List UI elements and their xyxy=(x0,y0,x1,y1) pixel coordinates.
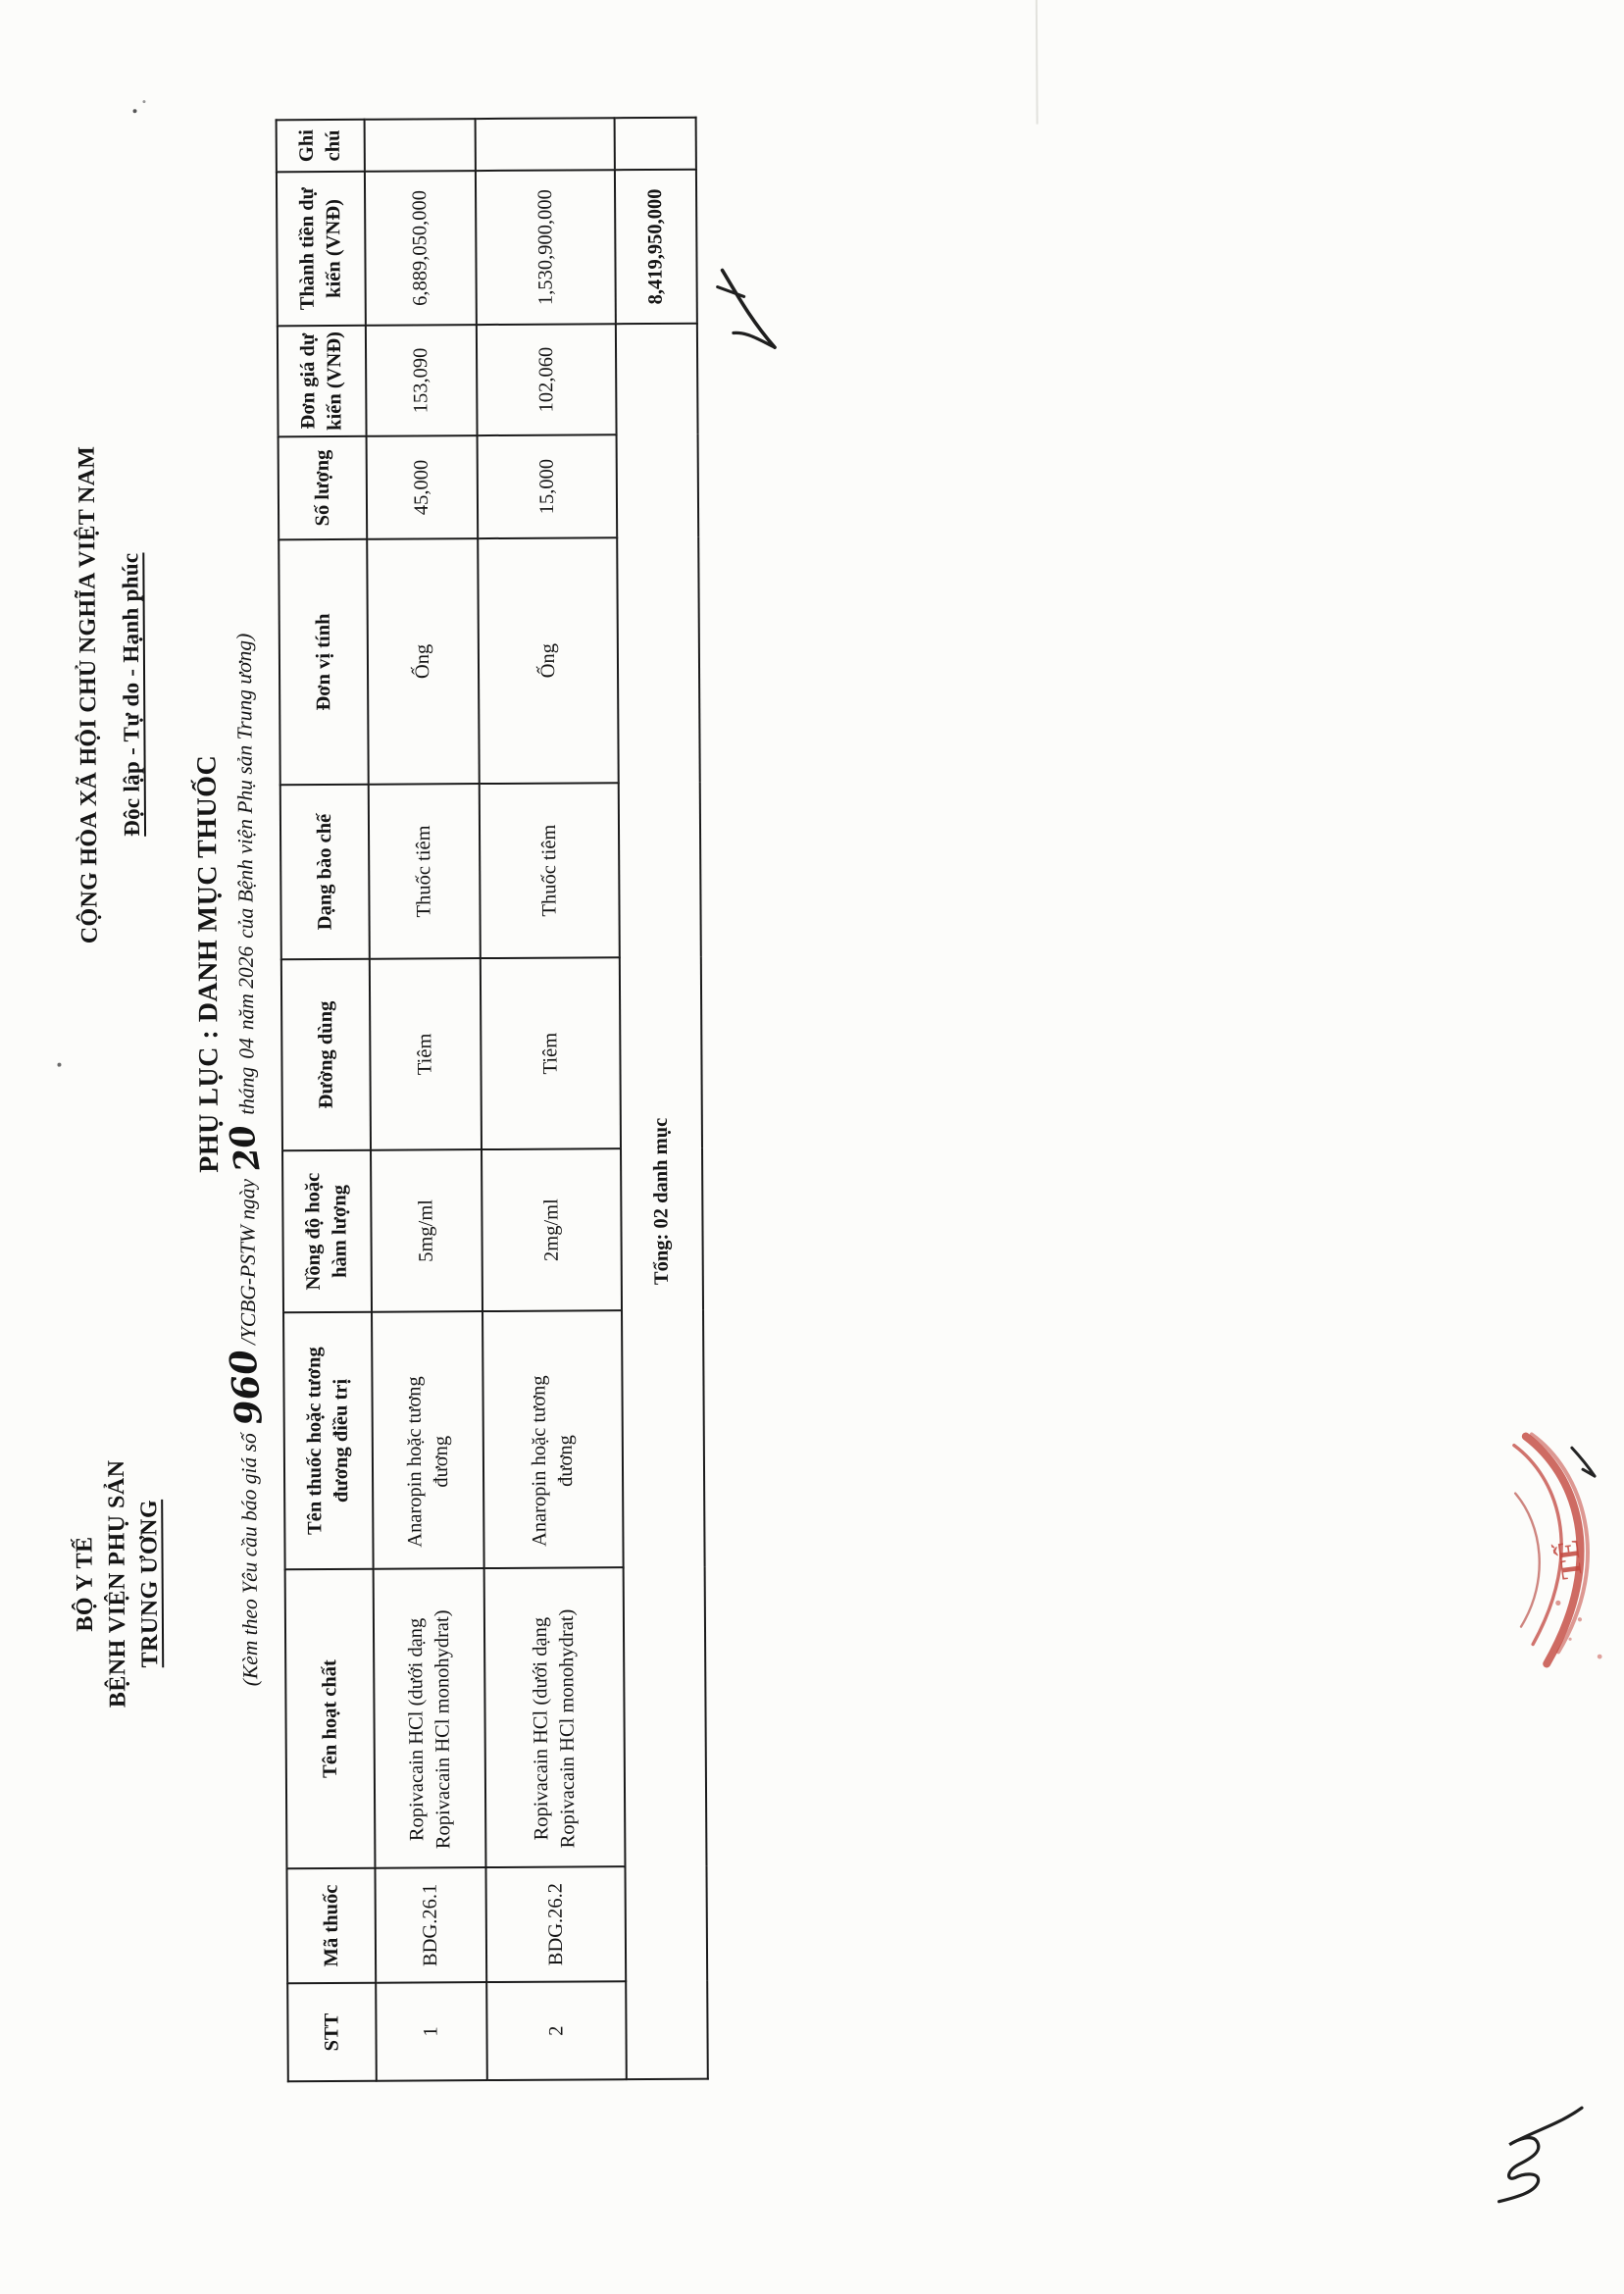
cell-so-luong: 15,000 xyxy=(478,434,618,538)
col-header-nong-do: Nồng độ hoặc hàm lượng xyxy=(282,1150,372,1313)
cell-don-gia: 102,060 xyxy=(477,324,617,435)
col-header-don-gia: Đơn giá dự kiến (VNĐ) xyxy=(278,326,367,437)
cell-ma-thuoc: BDG.26.1 xyxy=(375,1867,486,1983)
drug-list-table xyxy=(276,117,709,2083)
cell-ma-thuoc: BDG.26.2 xyxy=(485,1866,626,1982)
col-header-duong-dung: Đường dùng xyxy=(281,959,371,1151)
signature-initials xyxy=(1492,2101,1591,2210)
handwritten-day: 20 xyxy=(222,1121,269,1174)
subtitle-mid2: tháng xyxy=(234,1066,259,1115)
scan-speck xyxy=(133,109,137,113)
cell-don-vi-tinh: Ống xyxy=(478,537,619,784)
org-line-ministry: BỘ Y TẾ xyxy=(72,1536,99,1632)
issuing-org-block xyxy=(69,1414,168,1754)
scan-speck xyxy=(57,1063,61,1067)
subtitle-pre: (Kèm theo Yêu cầu báo giá số xyxy=(236,1433,263,1687)
document-subtitle xyxy=(220,492,271,1826)
cell-so-luong: 45,000 xyxy=(367,435,479,539)
col-header-don-vi-tinh: Đơn vị tính xyxy=(279,539,369,786)
col-header-dang-bao-che: Dạng bào chế xyxy=(280,785,370,960)
cell-hoat-chat: Ropivacain HCl (dưới dạng Ropivacain HCl monohydrat) xyxy=(484,1567,626,1867)
org-line-central: TRUNG ƯƠNG xyxy=(136,1499,164,1668)
subtitle-mid1: /YCBG-PSTW ngày xyxy=(235,1178,261,1346)
cell-don-gia: 153,090 xyxy=(366,325,478,436)
cell-ghi-chu xyxy=(476,118,615,171)
cell-ten-thuoc: Anaropin hoặc tương đương xyxy=(372,1311,484,1569)
scan-speck xyxy=(142,100,145,103)
subtitle-post: của Bệnh viện Phụ sản Trung ương) xyxy=(231,633,258,939)
national-header-block xyxy=(73,439,148,949)
cell-nong-do: 2mg/ml xyxy=(482,1148,622,1311)
handwritten-ref-number: 960 xyxy=(220,1347,271,1427)
cell-dang-bao-che: Thuốc tiêm xyxy=(369,784,481,959)
cell-stt: 1 xyxy=(376,1982,487,2081)
table-row xyxy=(476,118,627,2080)
cell-hoat-chat: Ropivacain HCl (dưới dạng Ropivacain HCl monohydrat) xyxy=(374,1568,486,1868)
cell-thanh-tien: 1,530,900,000 xyxy=(476,170,616,325)
total-amount: 8,419,950,000 xyxy=(615,170,697,325)
cell-thanh-tien: 6,889,050,000 xyxy=(365,171,477,326)
total-ghi-chu-empty xyxy=(615,118,696,171)
col-header-ten-thuoc: Tên thuốc hoặc tương đương điều trị xyxy=(283,1312,374,1570)
col-header-ma-thuoc: Mã thuốc xyxy=(286,1868,376,1984)
subtitle-month: 04 xyxy=(234,1038,259,1059)
table-row xyxy=(365,119,487,2081)
cell-dang-bao-che: Thuốc tiêm xyxy=(480,783,620,958)
national-title: CỘNG HÒA XÃ HỘI CHỦ NGHĨA VIỆT NAM xyxy=(74,445,103,944)
stamp-text: TẾ xyxy=(1551,1538,1589,1581)
pen-checkmark xyxy=(710,244,799,373)
cell-don-vi-tinh: Ống xyxy=(367,538,480,785)
cell-stt: 2 xyxy=(486,1981,627,2080)
red-stamp xyxy=(1471,1397,1624,1711)
org-line-hospital: BỆNH VIỆN PHỤ SẢN xyxy=(103,1459,131,1708)
col-header-hoat-chat: Tên hoạt chất xyxy=(285,1569,376,1869)
pen-tick-over-stamp xyxy=(1572,1448,1595,1476)
total-row xyxy=(615,118,708,2079)
total-label: Tổng: 02 danh mục xyxy=(616,324,708,2079)
national-motto: Độc lập - Tự do - Hạnh phúc xyxy=(118,552,145,837)
col-header-thanh-tien: Thành tiền dự kiến (VNĐ) xyxy=(277,172,366,327)
cell-ghi-chu xyxy=(365,119,476,172)
header-row xyxy=(277,120,377,2082)
cell-duong-dung: Tiêm xyxy=(481,957,621,1149)
col-header-ghi-chu: Ghi chú xyxy=(277,120,365,173)
subtitle-mid3: năm 2026 xyxy=(233,945,259,1031)
cell-ten-thuoc: Anaropin hoặc tương đương xyxy=(482,1310,624,1568)
cell-duong-dung: Tiêm xyxy=(370,958,482,1150)
col-header-so-luong: Số lượng xyxy=(279,436,368,540)
cell-nong-do: 5mg/ml xyxy=(371,1149,482,1312)
paper-edge-line xyxy=(1036,0,1039,125)
document-title: PHỤ LỤC : DANH MỤC THUỐC xyxy=(191,754,226,1173)
col-header-stt: STT xyxy=(287,1983,377,2082)
